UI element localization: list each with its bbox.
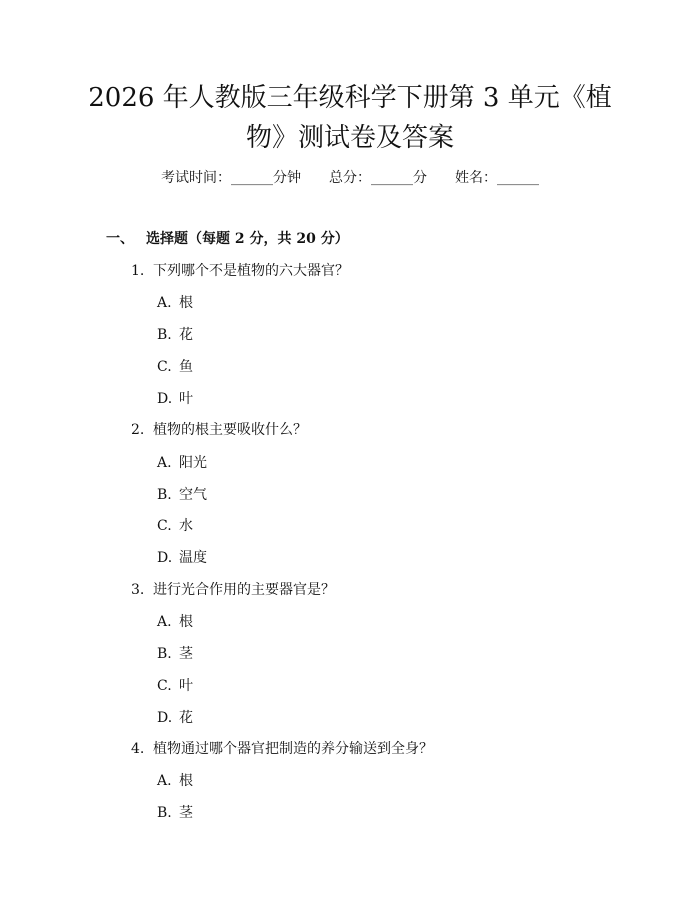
- section-heading: [106, 229, 349, 249]
- exam-time-field: 考试时间：______分钟: [161, 170, 301, 186]
- question-1: [131, 261, 349, 281]
- option-text: 茎: [179, 805, 193, 821]
- option-1b: [157, 325, 193, 345]
- question-3: [131, 580, 335, 600]
- option-4b: [157, 803, 193, 823]
- question-number: 2.: [131, 422, 145, 438]
- option-letter: D.: [157, 710, 173, 726]
- option-text: 花: [179, 710, 193, 726]
- option-letter: C.: [157, 359, 172, 375]
- option-text: 茎: [179, 646, 193, 662]
- option-text: 根: [179, 295, 193, 311]
- option-letter: A.: [157, 295, 172, 311]
- option-text: 根: [179, 614, 193, 630]
- option-4a: [157, 771, 193, 791]
- question-text: 进行光合作用的主要器官是？: [153, 582, 335, 598]
- option-text: 阳光: [179, 455, 207, 471]
- option-text: 叶: [179, 678, 193, 694]
- option-1d: [157, 389, 193, 409]
- title-line-2: 物》测试卷及答案: [245, 123, 454, 153]
- option-letter: B.: [157, 327, 172, 343]
- option-text: 空气: [179, 487, 207, 503]
- question-number: 4.: [131, 741, 145, 757]
- question-4: [131, 739, 433, 759]
- option-text: 水: [179, 518, 193, 534]
- option-3a: [157, 612, 193, 632]
- option-3d: [157, 708, 193, 728]
- option-2d: [157, 548, 207, 568]
- option-letter: B.: [157, 487, 172, 503]
- option-2a: [157, 453, 207, 473]
- option-text: 温度: [179, 550, 207, 566]
- question-text: 下列哪个不是植物的六大器官？: [153, 263, 349, 279]
- title-line-1: 2026 年人教版三年级科学下册第 3 单元《植: [88, 83, 612, 113]
- question-text: 植物通过哪个器官把制造的养分输送到全身？: [153, 741, 433, 757]
- total-score-field: 总分：______分: [329, 170, 427, 186]
- option-letter: C.: [157, 518, 172, 534]
- option-letter: D.: [157, 550, 173, 566]
- option-letter: B.: [157, 646, 172, 662]
- option-letter: A.: [157, 455, 172, 471]
- document-title: [70, 78, 630, 158]
- option-letter: C.: [157, 678, 172, 694]
- question-number: 3.: [131, 582, 145, 598]
- option-text: 叶: [179, 391, 193, 407]
- option-letter: D.: [157, 391, 173, 407]
- option-1c: [157, 357, 193, 377]
- option-text: 花: [179, 327, 193, 343]
- option-2c: [157, 516, 193, 536]
- option-letter: A.: [157, 773, 172, 789]
- section-number: 一、: [106, 231, 134, 247]
- exam-info-line: [0, 168, 700, 188]
- option-text: 根: [179, 773, 193, 789]
- option-3b: [157, 644, 193, 664]
- option-text: 鱼: [179, 359, 193, 375]
- question-number: 1.: [131, 263, 145, 279]
- option-3c: [157, 676, 193, 696]
- question-text: 植物的根主要吸收什么？: [153, 422, 307, 438]
- student-name-field: 姓名：______: [455, 170, 539, 186]
- option-letter: B.: [157, 805, 172, 821]
- option-letter: A.: [157, 614, 172, 630]
- section-title: 选择题（每题 2 分，共 20 分）: [146, 231, 349, 247]
- question-2: [131, 420, 307, 440]
- option-1a: [157, 293, 193, 313]
- option-2b: [157, 485, 207, 505]
